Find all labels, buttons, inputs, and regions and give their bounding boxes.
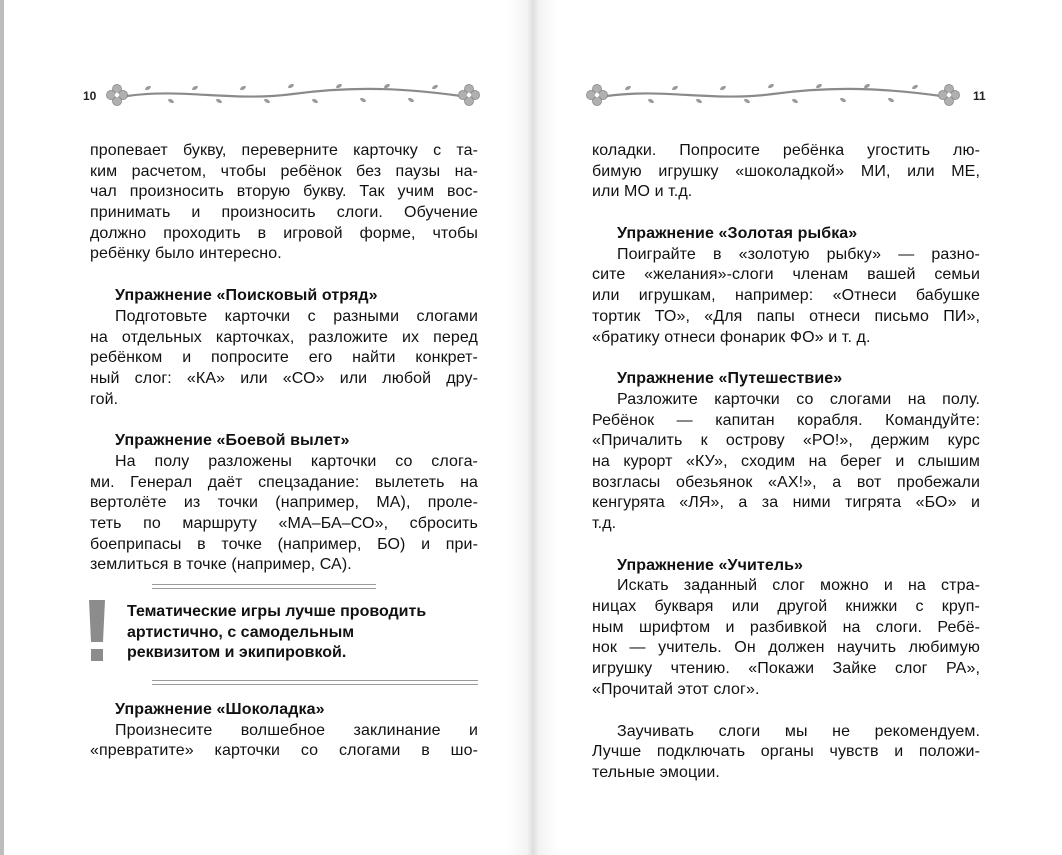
paragraph-gap — [592, 535, 980, 556]
text-line: ким расчетом, чтобы ребёнок без паузы на- — [90, 162, 478, 180]
text-line: теть по маршруту «МА–БА–СО», сбросить — [90, 515, 478, 532]
callout-line: артистично, с самодельным — [127, 623, 355, 641]
exercise-heading: Упражнение «Поисковый отряд» — [115, 287, 378, 305]
flower-vine-ornament — [103, 80, 485, 110]
paragraph-gap — [90, 410, 478, 431]
page-number: 10 — [83, 89, 97, 103]
tip-callout — [90, 580, 478, 700]
right-body — [592, 141, 980, 784]
text-line: вертолёте из точки (например, МА), проле- — [90, 494, 478, 512]
text-line: ным шрифтом и разбивкой на слоги. Ребё- — [592, 618, 980, 636]
text-line: тортик ТО», «Для папы отнеси письмо ПИ», — [592, 307, 980, 325]
text-line: ницах букваря или другой книжки с круп- — [592, 598, 980, 616]
callout-line: реквизитом и экипировкой. — [127, 644, 347, 662]
paragraph-gap — [592, 348, 980, 369]
text-line: т.д. — [592, 515, 617, 532]
text-line: Искать заданный слог можно и на стра- — [617, 577, 980, 595]
text-line: ный слог: «КА» или «СО» или любой дру- — [90, 369, 478, 387]
left-body-after — [90, 700, 478, 762]
text-line: принимать и произносить слоги. Обучение — [90, 204, 478, 222]
flower-vine-ornament — [583, 80, 965, 110]
exercise-heading: Упражнение «Шоколадка» — [115, 701, 325, 719]
right-text-column — [592, 141, 980, 784]
text-line: на курорт «КУ», сходим на берег и слышим — [592, 452, 980, 470]
paragraph-gap — [592, 701, 980, 722]
text-line: Подготовьте карточки с разными слогами — [115, 307, 478, 325]
text-line: пропевает букву, переверните карточку с та- — [90, 142, 478, 159]
text-line: Разложите карточки со слогами на полу. — [617, 390, 980, 408]
text-line: ми. Генерал даёт спецзадание: вылететь на — [90, 473, 478, 491]
exercise-heading: Упражнение «Боевой вылет» — [115, 432, 350, 450]
text-line: Лучше подключать органы чувств и положи- — [592, 743, 980, 761]
text-line: «превратите» карточки со слогами в шо- — [90, 742, 478, 760]
left-text-column — [90, 141, 478, 762]
text-line: «братику отнеси фонарик ФО» и т. д. — [592, 328, 871, 346]
text-line: «Причалить к острову «РО!», держим курс — [592, 432, 980, 450]
callout-rule-top — [152, 584, 376, 589]
text-line: кенгурята «ЛЯ», а за ними тигрята «БО» и — [592, 494, 980, 512]
exercise-heading: Упражнение «Путешествие» — [617, 370, 843, 388]
text-line: или МО и т.д. — [592, 183, 693, 201]
text-line: ребёнку было интересно. — [90, 245, 282, 263]
paragraph-gap — [90, 265, 478, 286]
text-line: должно проходить в игровой форме, чтобы — [90, 224, 478, 242]
text-line: Ребёнок — капитан корабля. Командуйте: — [592, 411, 980, 429]
exercise-heading: Упражнение «Золотая рыбка» — [617, 225, 858, 243]
text-line: Заучивать слоги мы не рекомендуем. — [617, 722, 980, 740]
text-line: Произнесите волшебное заклинание и — [115, 721, 478, 739]
text-line: «Прочитай этот слог». — [592, 680, 760, 698]
text-line: или игрушкам, например: «Отнеси бабушке — [592, 287, 980, 305]
exercise-heading: Упражнение «Учитель» — [617, 556, 804, 574]
text-line: тельные эмоции. — [592, 763, 720, 781]
text-line: чал произносить вторую букву. Так учим вос- — [90, 183, 478, 201]
callout-text — [127, 602, 478, 664]
exclamation-icon — [88, 600, 106, 662]
paragraph-gap — [592, 203, 980, 224]
callout-line: Тематические игры лучше проводить — [127, 603, 427, 621]
text-line: гой. — [90, 390, 119, 408]
text-line: сите «желания»-слоги членам вашей семьи — [592, 266, 980, 284]
text-line: боеприпасы в точке (например, БО) и при- — [90, 535, 478, 553]
text-line: нок — учитель. Он должен научить любимую — [592, 639, 980, 657]
text-line: на отдельных карточках, разложите их перед — [90, 328, 478, 346]
text-line: Поиграйте в «золотую рыбку» — разно- — [617, 245, 980, 263]
page-number: 11 — [973, 89, 986, 103]
right-page — [531, 0, 1062, 855]
text-line: коладки. Попросите ребёнка угостить лю- — [592, 142, 980, 159]
text-line: землиться в точке (например, СА). — [90, 556, 352, 574]
text-line: ребёнком и попросите его найти конкрет- — [90, 349, 478, 367]
callout-rule-bottom — [152, 680, 478, 685]
text-line: игрушку чтению. «Покажи Зайке слог РА», — [592, 660, 980, 678]
left-body — [90, 141, 478, 576]
text-line: На полу разложены карточки со слога- — [115, 452, 478, 470]
text-line: возгласы обезьянок «АХ!», а вот пробежали — [592, 473, 980, 491]
text-line: бимую игрушку «шоколадкой» МИ, или МЕ, — [592, 162, 980, 180]
